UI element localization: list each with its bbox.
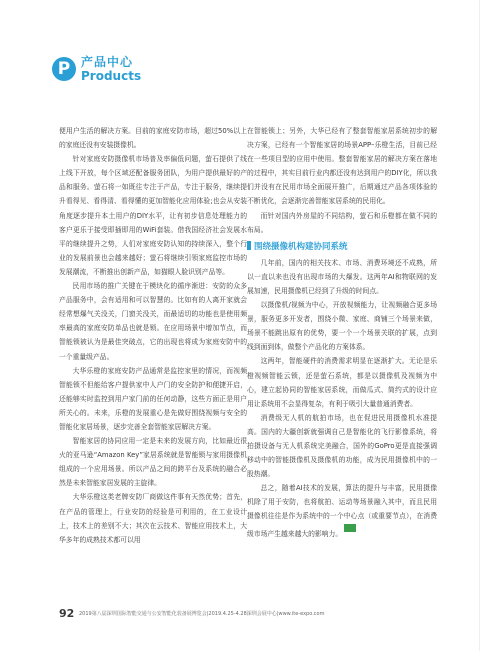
right-paragraph-text: 总之，随着AI技术的发展，算法的提升与丰富，民用摄像机除了用于安防，也将航拍、运动等场景融入其中，而且民用摄像机往往是作为系统中的一个中心点（或重要节点），在消费级市场产生越来越大的影响力。 xyxy=(247,484,437,538)
section-heading xyxy=(247,239,437,255)
section-title-en: Products xyxy=(81,69,142,83)
right-paragraph: 以摄像机/视频为中心，开放视频能力，让视频融合更多场景，服务更多开发者，围绕小微、家庭、商铺三个场景来做，场景不能跳出原有的优势，要一个一个场景关联的扩展，点到线到面到体，做整个产品化的方案体系。 xyxy=(247,301,437,352)
page-footer xyxy=(59,607,437,621)
section-heading-text: 围绕摄像机构建协同系统 xyxy=(254,241,348,252)
products-badge-icon: P xyxy=(52,57,76,81)
left-paragraph: 大华乐橙的家庭安防产品通常是监控家里的情况，而视频智能锁不但能给客户提供家中人户门的安全防护和便捷开启，还能够实时监控到用户家门前的任何动静，这些方面正是用户所关心的。未来，乐橙的发展重心是先做好围绕视频与安全的智能化家居场景，逐步完善全套智能家居解决方案。 xyxy=(59,366,247,431)
right-paragraph-last xyxy=(247,481,437,540)
right-paragraph: 这两年，智能硬件的消费需求明显在逐渐扩大。无论是乐橙视频智能云锁，还是萤石系统，都是以摄像机及视频为中心，建立起协同的智能家居系统，而做瓜式、简约式的设计应用让系统用不会显得复杂，有利于吸引大量普通消费者。 xyxy=(247,357,437,408)
end-mark-icon: OTS xyxy=(344,524,356,532)
left-column xyxy=(59,124,247,547)
right-paragraph: 消费级无人机的航拍市场，也在促进民用摄像机水准提高。国内的大疆创新就强调自己是智能化的飞行影像系统，将拍摄设备与无人机系统完美融合，国外的GoPro更是直接强调移动中的智能摄像机及摄像机的功能，成为民用摄像机中的一股热潮。 xyxy=(247,413,437,479)
left-paragraph: 智能家居的协同应用一定是未来的发展方向，比如最近很火的亚马逊“Amazon Key”家居系统就是智能锁与家用摄像机组成的一个应用场景。所以产品之间的跨平台及系统的融合必然是未来智能家居发展的主旋律。 xyxy=(59,437,247,488)
footer-source: 2019第八届深圳国际智能交通与公安智能化装备展博览会|2019.4.25-4.28深圳会展中心|www.ite-expo.com xyxy=(79,611,325,617)
right-paragraph: 在智能锁上；另外，大华已经有了整套智能家居系统初步的解决方案，已经有一个智能家居的场景APP–乐橙生活，目前已经在一些项目型的应用中使用。整套智能家居的解决方案在落地的过程中，其实目前行业内都还没有达到用户的DIY化，所以我们并没有在民用市场全面展开推广，后期通过产品各项体验的不断优化，会逐渐完善智能家居系统的民用化。 xyxy=(247,127,437,206)
heading-bar-icon xyxy=(247,241,251,250)
section-title-cn: 产品中心 xyxy=(81,55,134,69)
right-paragraph: 几年前，国内的相关技术、市场、消费环境还不成熟，所以一直以来也没有出现市场的大爆发。这两年AI和物联网的发展加速，民用摄像机已经到了升级的时间点。 xyxy=(247,258,437,295)
page-number: 92 xyxy=(59,607,75,620)
right-paragraph: 而针对国内外房屋的不同结构，萤石和乐橙都在做不同的布局。 xyxy=(247,211,437,234)
right-column xyxy=(247,124,437,541)
left-paragraph: 针对家庭安防摄像机市场普及率偏低问题，萤石提供了线上线下开放，每个区域还配备服务团队，为用户提供最好的产品和服务。萤石将一如既往专注于产品，专注于服务，继续提升看得见、看得清、看得懂的更加智能化应用体验;也会从安装角度逐步提升本土用户的DIY水平，让有初步信息处理能力的客户更乐于接受即插即用的WiFi套装。借我国经济社会发展水平的继续提升之势，人们对家庭安防认知的持续深入，整个行业的发展前景也会越来越好；萤石将继续引领家庭监控市场的发展潮流，不断推出创新产品，如猫眼人脸识别产品等。 xyxy=(59,155,247,276)
left-paragraph: 民用市场的推广关键在于模块化的循序渐进：安防的众多产品服务中，会有适用和可以智慧的。比如有的人离开家就会经常想爆气关没关，门窗关没关，而最适切的功能也是使用频率最高的家庭安防单品也就是锁。在应用场景中增加节点，而智能锁被认为是最佳突破点，它的出现也将成为家庭安防中的一个重量级产品。 xyxy=(59,282,247,361)
left-paragraph: 便用户生活的解决方案。目前的家庭安防市场，超过50%以上的家庭还没有安装摄像机。 xyxy=(59,127,247,150)
left-paragraph: 大华乐橙这类老牌安防厂商做这件事有天然优势；首先，在产品的管理上，行业安防的经验是可利用的，在工业设计上，技术上的差别不大；其次在云技术、智能应用技术上，大华多年的成熟技术都可以用 xyxy=(59,493,247,544)
